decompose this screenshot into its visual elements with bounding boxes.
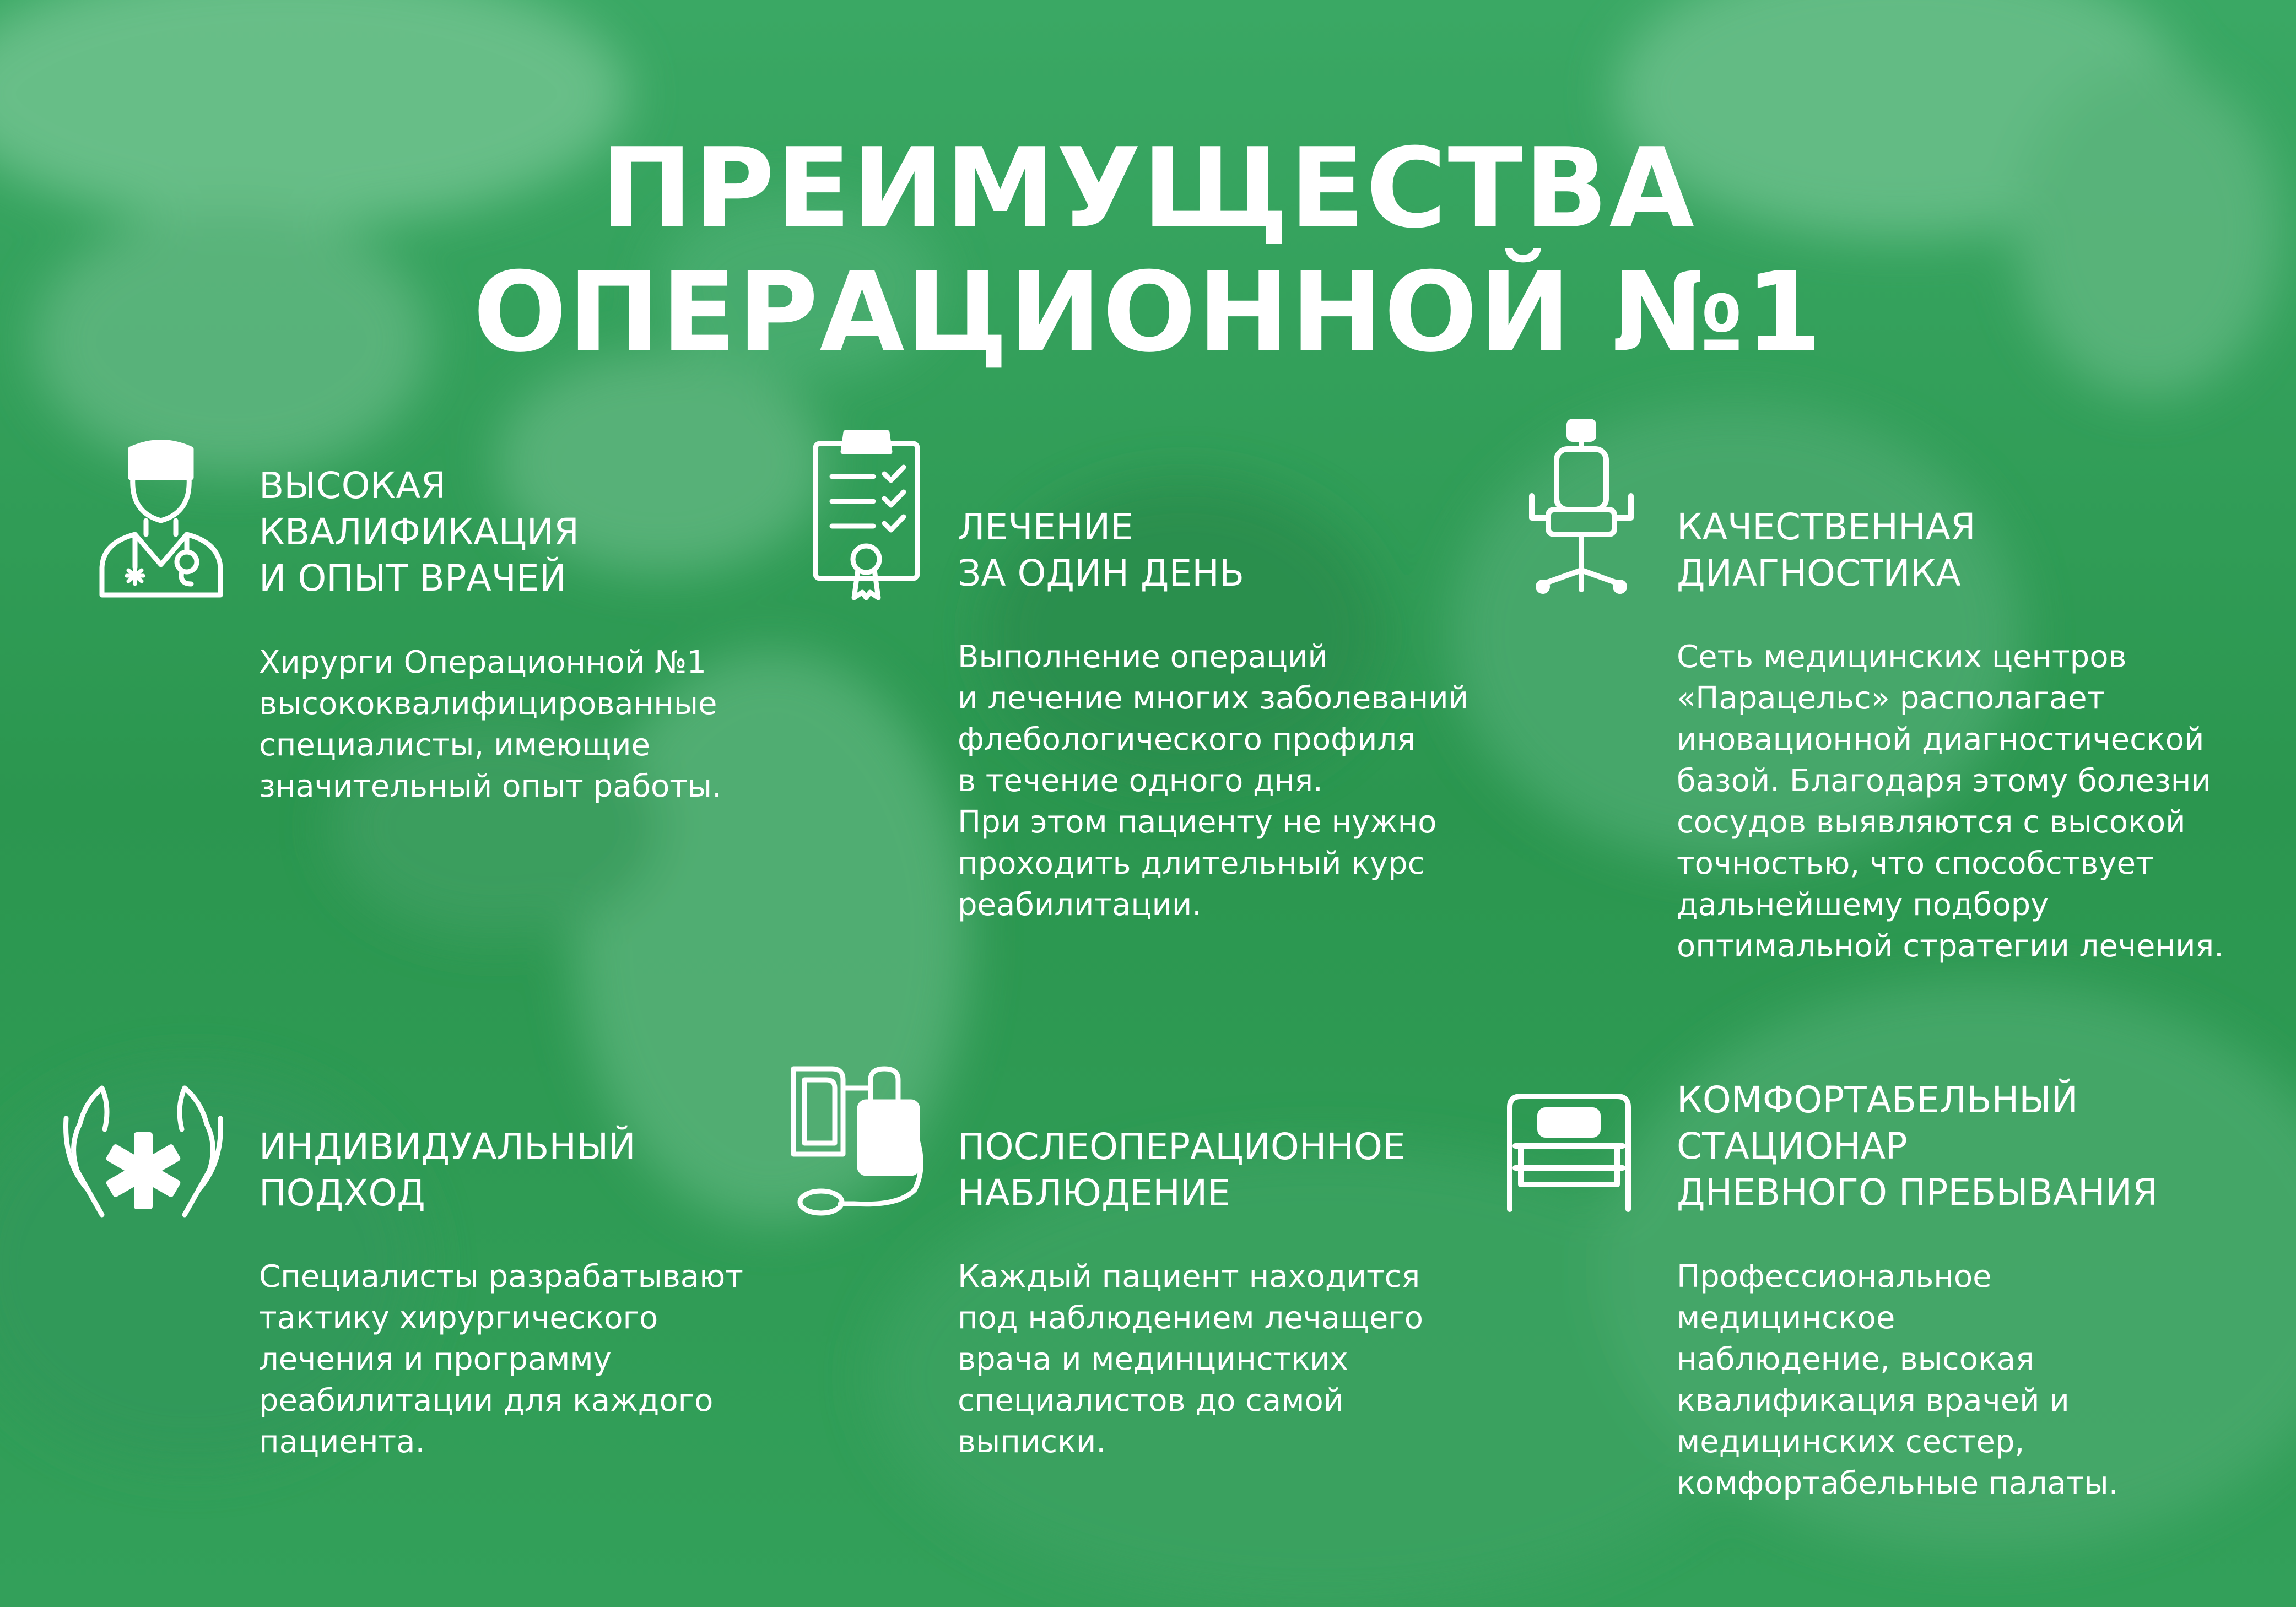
feature-title-qualification: ВЫСОКАЯ КВАЛИФИКАЦИЯ И ОПЫТ ВРАЧЕЙ (259, 464, 579, 599)
feature-body-qualification: Хирурги Операционной №1 высококвалифицированные специалисты, имеющие значительный опыт работы. (259, 645, 722, 804)
feature-title-one-day: ЛЕЧЕНИЕ ЗА ОДИН ДЕНЬ (958, 506, 1245, 594)
page-title-line2: ОПЕРАЦИОННОЙ №1 (473, 248, 1823, 377)
blood-pressure-monitor-icon (788, 1058, 926, 1218)
feature-body-hospital: Профессиональное медицинское наблюдение, высокая квалификация врачей и медицинских сестер, комфортабельные палаты. (1677, 1259, 2119, 1501)
feature-title-hospital: КОМФОРТАБЕЛЬНЫЙ СТАЦИОНАР ДНЕВНОГО ПРЕБЫВАНИЯ (1677, 1079, 2158, 1214)
hands-medical-star-icon (63, 1085, 223, 1218)
page-title (0, 127, 2296, 375)
feature-body-postoperative: Каждый пациент находится под наблюдением лечащего врача и мединцинстких специалистов до самой выписки. (958, 1259, 1424, 1460)
feature-body-one-day: Выполнение операций и лечение многих заболеваний флебологического профиля в течение одного дня. При этом пациенту не нужно проходить длительный курс реабилитации. (958, 639, 1468, 923)
doctor-icon (96, 438, 226, 598)
medical-chair-icon (1526, 419, 1636, 595)
hospital-bed-icon (1504, 1091, 1634, 1212)
page-title-line1: ПРЕИМУЩЕСТВА (600, 125, 1696, 253)
feature-body-individual: Специалисты разрабатывают тактику хирургического лечения и программу реабилитации для каждого пациента. (259, 1259, 743, 1460)
feature-title-postoperative: ПОСЛЕОПЕРАЦИОННОЕ НАБЛЮДЕНИЕ (958, 1126, 1406, 1214)
feature-title-diagnostics: КАЧЕСТВЕННАЯ ДИАГНОСТИКА (1677, 506, 1976, 594)
feature-body-diagnostics: Сеть медицинских центров «Парацельс» располагает иновационной диагностической базой. Благодаря этому болезни сосудов выявляются с высокой точностью, что способствует дальнейшему подбору оптимальной стратегии лечения. (1677, 639, 2224, 964)
clipboard-checklist-icon (813, 430, 920, 600)
feature-title-individual: ИНДИВИДУАЛЬНЫЙ ПОДХОД (259, 1126, 636, 1214)
